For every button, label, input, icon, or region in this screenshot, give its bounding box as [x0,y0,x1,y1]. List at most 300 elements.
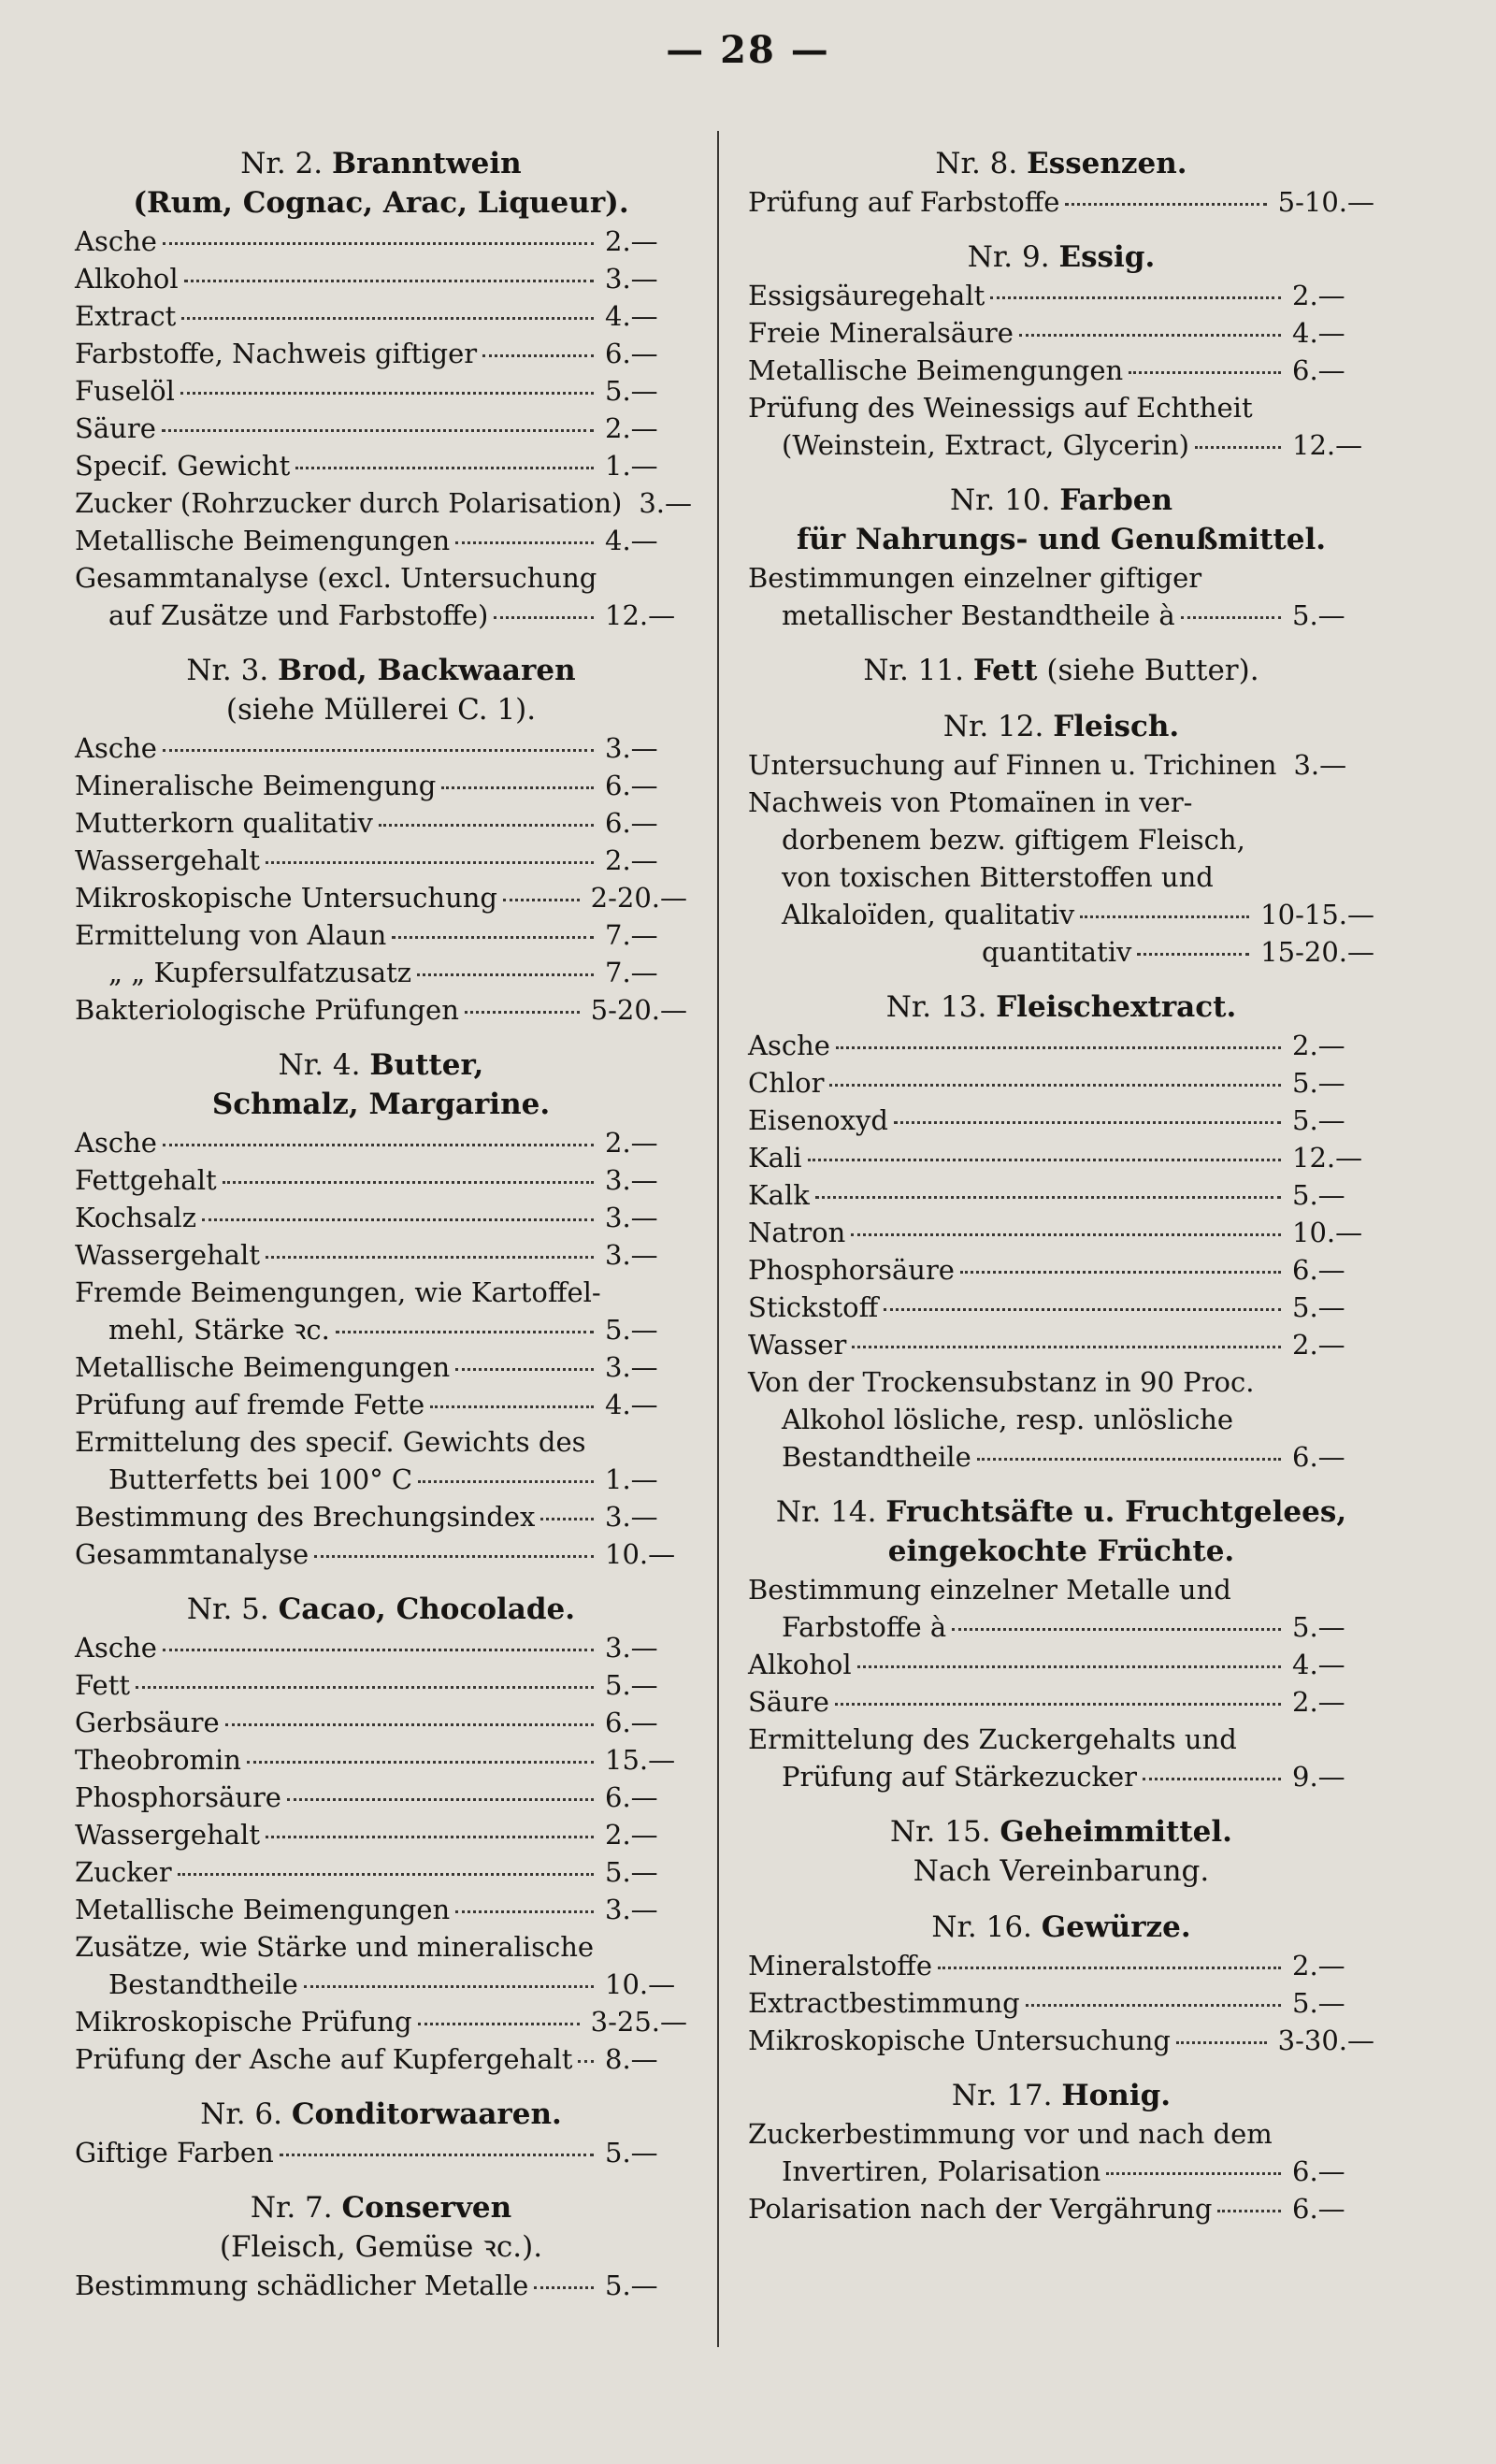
dot-leader [455,540,594,544]
section-number: Nr. 12. [942,710,1044,743]
price-entry [748,1401,1374,1438]
section-heading [75,1045,687,1085]
price-entry [748,277,1374,314]
dot-leader [455,1367,594,1371]
dot-leader [163,1143,594,1146]
price-entry [75,372,687,410]
dot-leader [534,2285,594,2289]
dot-leader [465,1010,580,1014]
entry-price: 2.— [1292,1329,1345,1361]
entry-price: 5-20.— [590,994,687,1026]
price-entry [75,991,687,1029]
entry-label: Eisenoxyd [748,1104,888,1136]
section-subtitle: eingekochte Früchte. [887,1535,1235,1568]
entry-price: 4.— [605,1389,658,1420]
dot-leader [1181,615,1281,619]
dot-leader [163,1648,594,1651]
price-entry [75,1236,687,1274]
entry-price: 15.— [605,1744,676,1776]
entry-price: 5.— [605,375,658,407]
section-number: Nr. 2. [240,147,324,180]
entry-price: 6.— [605,770,658,801]
section-heading [748,1908,1374,1947]
price-entry [75,597,687,634]
dot-leader [418,1479,594,1483]
entry-label: Prüfung der Asche auf Kupfergehalt [75,2043,573,2075]
entry-price: 2.— [605,1127,658,1159]
entry-price: 12.— [1292,429,1363,461]
entry-label: Ermittelung des Zuckergehalts und [748,1723,1237,1755]
left-column [75,131,693,2321]
price-entry [748,1027,1374,1064]
entry-label: Gesammtanalyse [75,1538,309,1570]
dot-leader [336,1330,594,1333]
entry-price: 6.— [605,1707,658,1738]
entry-label: Zuckerbestimmung vor und nach dem [748,2118,1273,2150]
entry-price: 5.— [1292,599,1345,631]
section-subtitle: Nach Vereinbarung. [913,1854,1210,1888]
price-entry [75,2040,687,2078]
price-entry [75,804,687,842]
entry-label: Bestandtheile [782,1441,971,1473]
section-heading [75,144,687,183]
dot-leader [884,1307,1281,1311]
entry-label: von toxischen Bitterstoffen und [782,861,1214,893]
entry-label: Chlor [748,1067,825,1099]
dot-leader [851,1232,1281,1236]
entry-price: 5.— [1292,1291,1345,1323]
section-title: Fleisch. [1053,710,1180,743]
section-heading [75,2188,687,2227]
section-number: Nr. 11. [863,654,964,687]
dot-leader [815,1195,1281,1199]
price-entry [75,1704,687,1741]
section-heading [75,651,687,690]
entry-price: 10.— [605,1538,676,1570]
entry-label: dorbenem bezw. giftigem Fleisch, [782,824,1245,856]
price-entry [75,1629,687,1666]
entry-label: Bestimmungen einzelner giftiger [748,562,1202,594]
dot-leader [829,1083,1281,1087]
entry-label: Bestimmung einzelner Metalle und [748,1574,1231,1606]
entry-label: Kochsalz [75,1202,196,1233]
dot-leader [1019,333,1281,337]
section-number: Nr. 15. [890,1815,991,1849]
price-entry [748,1176,1374,1214]
entry-price: 6.— [605,338,658,369]
dot-leader [938,1966,1281,1969]
price-entry [75,1423,687,1461]
dot-leader [540,1517,594,1520]
section-heading [748,144,1374,183]
section-subtitle: (Fleisch, Gemüse ꝛc.). [219,2230,543,2264]
section-heading [748,1492,1374,1532]
section-title: Gewürze. [1041,1910,1191,1944]
price-entry [748,2022,1374,2059]
entry-price: 3-30.— [1277,2025,1374,2056]
entry-price: 2.— [1292,1030,1345,1061]
entry-price: 12.— [605,599,676,631]
price-entry [748,933,1374,971]
page-number: — 28 — [666,28,830,72]
dot-leader [1143,1777,1281,1780]
entry-price: 8.— [605,2043,658,2075]
entry-label: mehl, Stärke ꝛc. [108,1314,330,1346]
entry-price: 2.— [605,1819,658,1851]
price-entry [748,1289,1374,1326]
entry-price: 3-25.— [590,2006,687,2038]
price-entry [748,1984,1374,2022]
dot-leader [894,1120,1281,1124]
price-entry [748,352,1374,389]
entry-price: 5.— [1292,1104,1345,1136]
section-heading [75,2095,687,2134]
price-entry [75,1124,687,1161]
section-title: Geheimmittel. [1000,1815,1232,1849]
entry-price: 5.— [605,2269,658,2301]
entry-label: „ „ Kupfersulfatzusatz [108,957,412,988]
entry-label: Ermittelung des specif. Gewichts des [75,1426,586,1458]
dot-leader [960,1270,1281,1274]
price-entry [748,426,1374,464]
column-divider [717,131,719,2347]
price-section [748,144,1374,221]
price-entry [748,1064,1374,1102]
entry-price: 5.— [605,2137,658,2169]
section-heading [748,481,1374,520]
entry-label: Zucker (Rohrzucker durch Polarisation) [75,487,623,519]
price-section [748,481,1374,634]
dot-leader [184,279,594,282]
price-entry [748,1326,1374,1363]
dot-leader [1026,2003,1281,2007]
entry-label: Natron [748,1217,846,1248]
dot-leader [287,1797,594,1801]
dot-leader [990,295,1281,299]
entry-price: 9.— [1292,1761,1345,1793]
entry-label: Bestimmung schädlicher Metalle [75,2269,529,2301]
price-entry [748,1214,1374,1251]
entry-label: Giftige Farben [75,2137,274,2169]
entry-price: 10-15.— [1260,899,1374,930]
section-heading [748,651,1374,690]
price-entry [75,767,687,804]
entry-label: Phosphorsäure [748,1254,955,1286]
dot-leader [266,1835,594,1838]
entry-price: 2.— [1292,1686,1345,1718]
price-entry [75,1311,687,1348]
price-entry [75,335,687,372]
entry-label: Mikroskopische Untersuchung [748,2025,1171,2056]
entry-price: 2.— [1292,1950,1345,1981]
entry-price: 1.— [605,450,658,482]
dot-leader [304,1984,594,1988]
entry-price: 3.— [605,1202,658,1233]
entry-label: Bestandtheile [108,1968,298,2000]
price-entry [75,842,687,879]
price-entry [75,2003,687,2040]
entry-label: Metallische Beimengungen [75,525,451,556]
entry-price: 3.— [605,1632,658,1664]
entry-label: Zusätze, wie Stärke und mineralische [75,1931,595,1963]
entry-price: 6.— [1292,354,1345,386]
entry-price: 2.— [605,412,658,444]
entry-price: 5.— [605,1669,658,1701]
entry-label: Bakteriologische Prüfungen [75,994,459,1026]
section-title: Fleischextract. [996,990,1237,1024]
price-entry [75,1498,687,1535]
price-entry [75,223,687,260]
entry-label: Gerbsäure [75,1707,220,1738]
entry-price: 12.— [1292,1142,1363,1174]
entry-price: 3.— [605,732,658,764]
dot-leader [202,1218,594,1221]
entry-price: 2.— [1292,280,1345,311]
entry-price: 1.— [605,1463,658,1495]
section-number: Nr. 9. [967,240,1050,274]
section-number: Nr. 14. [775,1495,877,1529]
entry-label: Fett [75,1669,131,1701]
section-subtitle: (siehe Müllerei C. 1). [225,693,537,727]
entry-label: Untersuchung auf Finnen u. Trichinen [748,749,1277,781]
price-entry [748,746,1374,784]
dot-leader [163,748,594,752]
entry-label: Fuselöl [75,375,175,407]
entry-price: 5.— [605,1314,658,1346]
price-entry [75,522,687,559]
price-entry [748,1646,1374,1683]
section-heading [748,2076,1374,2115]
entry-label: Invertiren, Polarisation [782,2155,1101,2187]
dot-leader [1176,2040,1267,2044]
section-title: Fett [972,654,1038,687]
entry-label: Mineralische Beimengung [75,770,437,801]
dot-leader [163,241,594,245]
section-title: Conditorwaaren. [291,2097,562,2131]
price-entry [75,559,687,597]
section-heading [748,707,1374,746]
dot-leader [952,1627,1281,1631]
entry-price: 7.— [605,919,658,951]
entry-price: 4.— [605,525,658,556]
entry-label: Asche [75,1127,157,1159]
dot-leader [1080,915,1249,918]
dot-leader [494,615,594,619]
price-entry [748,784,1374,821]
price-section [748,707,1374,971]
price-entry [75,447,687,484]
section-number: Nr. 10. [949,483,1051,517]
entry-price: 4.— [605,300,658,332]
dot-leader [247,1760,594,1764]
section-subtitle: für Nahrungs- und Genußmittel. [796,523,1327,556]
price-entry [748,1363,1374,1401]
entry-price: 3.— [605,1501,658,1533]
entry-price: 3.— [605,1239,658,1271]
dot-leader [1106,2171,1281,2175]
dot-leader [162,428,594,432]
entry-price: 2-20.— [590,882,687,914]
dot-leader [835,1702,1281,1706]
section-title: Farben [1059,483,1173,517]
entry-price: 6.— [1292,1441,1345,1473]
price-entry [75,1461,687,1498]
entry-label: Zucker [75,1856,172,1888]
entry-label: Theobromin [75,1744,241,1776]
section-title: Conserven [341,2191,512,2225]
entry-label: Mikroskopische Prüfung [75,2006,412,2038]
dot-leader [482,353,594,357]
section-title-note: (siehe Butter). [1046,654,1259,687]
price-entry [748,559,1374,597]
dot-leader [180,391,594,395]
entry-label: Asche [75,732,157,764]
section-title: Butter, [369,1048,484,1082]
entry-label: Specif. Gewicht [75,450,291,482]
entry-price: 6.— [1292,2193,1345,2225]
price-entry [748,1438,1374,1476]
section-number: Nr. 13. [885,990,987,1024]
dot-leader [136,1685,594,1689]
entry-price: 7.— [605,957,658,988]
price-entry [748,597,1374,634]
dot-leader [392,935,594,939]
entry-price: 2.— [605,225,658,257]
section-subtitle: (Rum, Cognac, Arac, Liqueur). [133,186,629,220]
entry-price: 4.— [1292,1649,1345,1680]
dot-leader [836,1045,1281,1049]
price-entry [75,410,687,447]
entry-price: 6.— [605,1781,658,1813]
price-section [748,1908,1374,2059]
entry-price: 3.— [605,1351,658,1383]
price-entry [748,1102,1374,1139]
entry-label: Bestimmung des Brechungsindex [75,1501,536,1533]
dot-leader [225,1722,594,1726]
entry-label: Mineralstoffe [748,1950,932,1981]
price-section [748,238,1374,464]
price-section [75,144,693,634]
entry-label: Kalk [748,1179,810,1211]
section-title: Cacao, Chocolade. [278,1592,576,1626]
entry-price: 2.— [605,844,658,876]
price-entry [75,1966,687,2003]
price-section [748,987,1374,1476]
price-section [75,2188,687,2304]
entry-label: Wassergehalt [75,1239,260,1271]
section-number: Nr. 7. [250,2191,333,2225]
entry-label: Butterfetts bei 100° C [108,1463,413,1495]
entry-label: Von der Trockensubstanz in 90 Proc. [748,1366,1255,1398]
price-entry [75,1853,687,1891]
price-entry [748,389,1374,426]
dot-leader [417,973,594,976]
price-entry [748,1721,1374,1758]
entry-label: Asche [75,1632,157,1664]
dot-leader [1217,2209,1281,2212]
dot-leader [1129,370,1281,374]
dot-leader [1137,952,1249,956]
dot-leader [430,1405,594,1408]
right-column [748,131,1374,2244]
section-number: Nr. 3. [186,654,269,687]
entry-price: 4.— [1292,317,1345,349]
entry-label: Extract [75,300,177,332]
section-number: Nr. 4. [278,1048,361,1082]
entry-label: Mutterkorn qualitativ [75,807,373,839]
entry-label: Prüfung auf Farbstoffe [748,186,1060,218]
entry-price: 3.— [1293,749,1347,781]
entry-label: Phosphorsäure [75,1781,281,1813]
price-section [748,1812,1374,1891]
section-title: Fruchtsäfte u. Fruchtgelees, [885,1495,1347,1529]
dot-leader [379,823,594,827]
entry-label: Alkohol [75,263,179,295]
entry-label: Prüfung des Weinessigs auf Echtheit [748,392,1253,424]
entry-price: 6.— [605,807,658,839]
entry-price: 5.— [1292,1611,1345,1643]
entry-label: Wasser [748,1329,847,1361]
dot-leader [808,1158,1281,1161]
price-entry [748,1758,1374,1795]
dot-leader [181,316,594,320]
dot-leader [977,1457,1281,1461]
dot-leader [441,785,594,789]
price-section [75,651,687,1029]
entry-label: Asche [75,225,157,257]
price-section [748,651,1374,690]
dot-leader [295,466,594,469]
entry-price: 3.— [639,487,693,519]
price-entry [748,1608,1374,1646]
entry-price: 6.— [1292,2155,1345,2187]
entry-price: 10.— [605,1968,676,2000]
entry-label: Farbstoffe à [782,1611,947,1643]
dot-leader [578,2059,594,2063]
entry-label: Fettgehalt [75,1164,217,1196]
entry-label: Mikroskopische Untersuchung [75,882,497,914]
section-heading [75,1590,687,1629]
entry-label: metallischer Bestandtheile à [782,599,1175,631]
entry-label: Metallische Beimengungen [748,354,1124,386]
price-entry [748,314,1374,352]
dot-leader [503,898,580,901]
entry-label: Freie Mineralsäure [748,317,1014,349]
price-entry [75,1891,687,1928]
entry-label: Wassergehalt [75,1819,260,1851]
price-section [748,2076,1374,2227]
entry-label: Prüfung auf fremde Fette [75,1389,425,1420]
price-entry [75,916,687,954]
entry-label: Alkohol [748,1649,852,1680]
dot-leader [418,2022,580,2025]
section-title: Brod, Backwaaren [278,654,576,687]
entry-label: Essigsäuregehalt [748,280,985,311]
price-entry [75,954,687,991]
price-entry [75,1779,687,1816]
entry-label: Prüfung auf Stärkezucker [782,1761,1138,1793]
price-entry [748,821,1374,858]
section-heading [748,1812,1374,1852]
entry-label: Extractbestimmung [748,1987,1020,2019]
price-section [75,1045,687,1573]
entry-label: Metallische Beimengungen [75,1894,451,1925]
section-title: Honig. [1061,2079,1172,2112]
dot-leader [852,1345,1281,1348]
dot-leader [857,1664,1281,1668]
entry-label: Nachweis von Ptomaïnen in ver- [748,786,1193,818]
price-entry [748,2115,1374,2153]
